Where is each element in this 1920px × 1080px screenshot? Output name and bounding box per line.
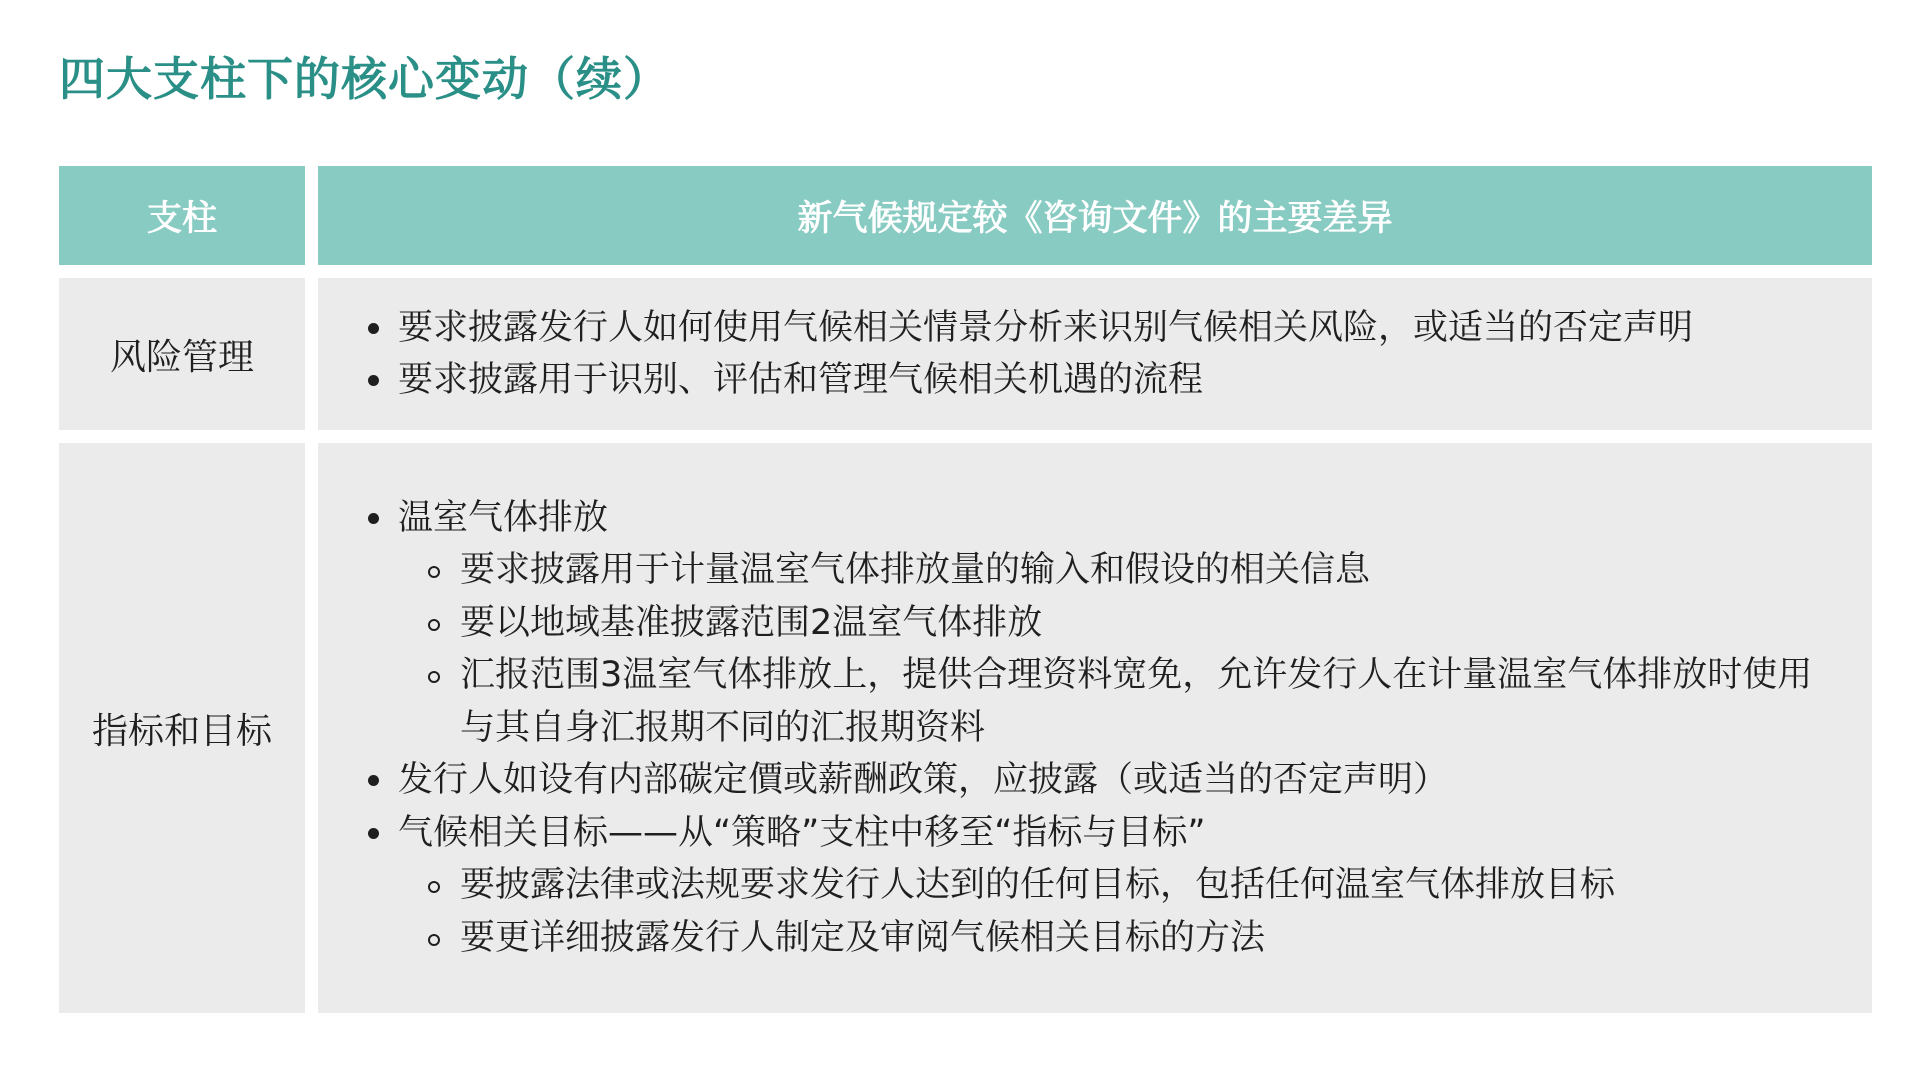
list-item-text: 温室气体排放	[398, 497, 609, 538]
sub-list-item-text: 要更详细披露发行人制定及审阅气候相关目标的方法	[460, 917, 1266, 958]
hollow-bullet-icon	[428, 859, 460, 912]
table-header-row	[59, 166, 1872, 265]
hollow-bullet-icon	[428, 544, 460, 597]
sub-list-item-text: 要披露法律或法规要求发行人达到的任何目标，包括任何温室气体排放目标	[460, 865, 1616, 906]
header-differences: 新气候规定较《咨询文件》的主要差异	[318, 166, 1872, 265]
list-item-text: 发行人如设有内部碳定價或薪酬政策，应披露（或适当的否定声明）	[398, 760, 1449, 801]
sub-list-item-text: 要以地域基准披露范围2温室气体排放	[460, 602, 1043, 643]
pillar-label: 指标和目标	[59, 443, 305, 1013]
list-item	[366, 302, 1860, 355]
bullet-icon	[366, 807, 398, 860]
hollow-bullet-icon	[428, 912, 460, 965]
bullet-icon	[366, 354, 398, 407]
bullet-icon	[366, 754, 398, 807]
hollow-bullet-icon	[428, 597, 460, 650]
differences-content	[318, 278, 1872, 430]
table-row-risk-management	[59, 278, 1872, 430]
sub-list-item-text: 要求披露用于计量温室气体排放量的输入和假设的相关信息	[460, 550, 1371, 591]
differences-content	[318, 443, 1872, 1013]
pillar-label: 风险管理	[59, 278, 305, 430]
sub-list-item	[366, 544, 1860, 597]
hollow-bullet-icon	[428, 649, 460, 702]
header-pillar: 支柱	[59, 166, 305, 265]
sub-list-item	[366, 597, 1860, 650]
list-item-text: 要求披露用于识别、评估和管理气候相关机遇的流程	[398, 360, 1204, 400]
sub-list-item	[366, 649, 1860, 754]
list-item	[366, 807, 1860, 860]
sub-list-item	[366, 912, 1860, 965]
bullet-icon	[366, 492, 398, 545]
page-title: 四大支柱下的核心变动（续）	[59, 52, 670, 106]
list-item	[366, 354, 1860, 407]
list-item	[366, 492, 1860, 545]
list-item-text: 要求披露发行人如何使用气候相关情景分析来识别气候相关风险，或适当的否定声明	[398, 307, 1694, 348]
sub-list-item	[366, 859, 1860, 912]
bullet-icon	[366, 302, 398, 355]
sub-list-item-text: 汇报范围3温室气体排放上，提供合理资料宽免，允许发行人在计量温室气体排放时使用与其自身汇报期不同的汇报期资料	[460, 655, 1813, 748]
list-item-text: 气候相关目标——从“策略”支柱中移至“指标与目标”	[398, 812, 1206, 853]
differences-table	[59, 166, 1872, 1013]
list-item	[366, 754, 1860, 807]
table-row-metrics-and-targets	[59, 443, 1872, 1013]
